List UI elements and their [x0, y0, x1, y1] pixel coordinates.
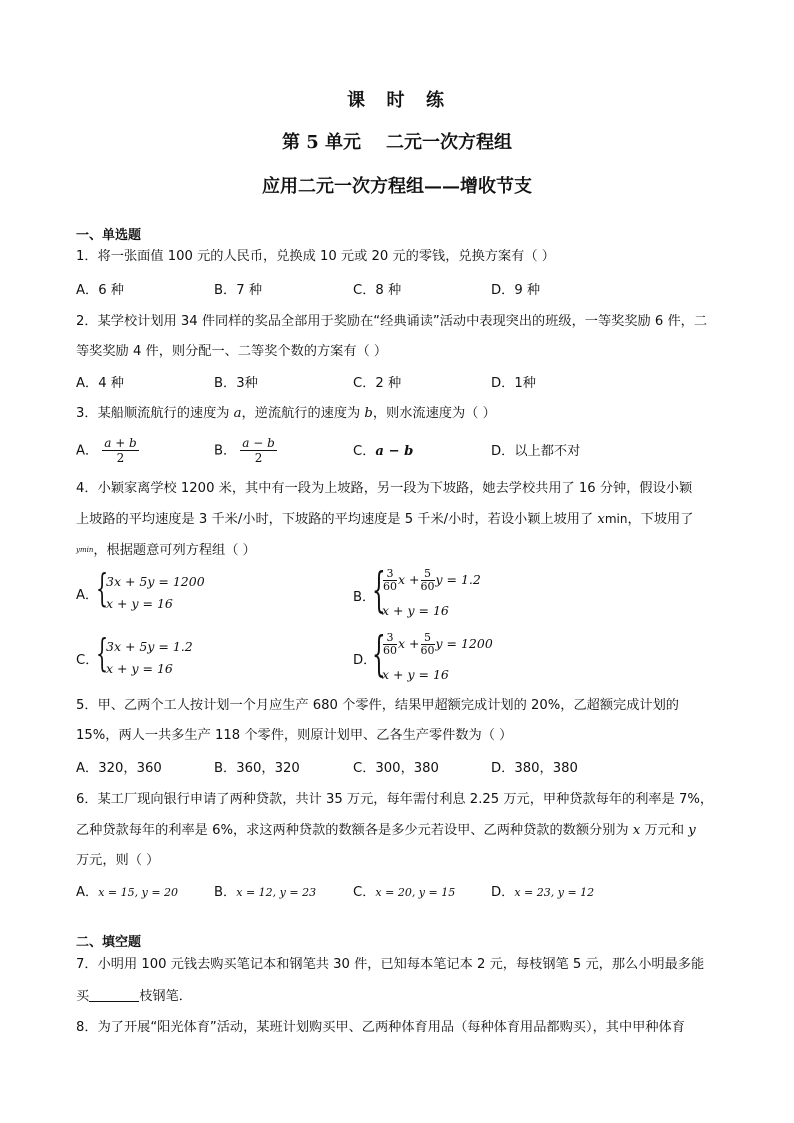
q3-option-b-label: B．	[214, 443, 237, 459]
q6-option-a-label: A．	[76, 885, 99, 900]
q6-option-b[interactable]	[214, 884, 316, 902]
q4-option-c-system	[96, 631, 216, 683]
question-3-stem	[76, 405, 496, 423]
q4-b-equation-1	[382, 568, 481, 593]
q4-var-x: x	[597, 512, 605, 527]
q3-stem-mid: ，逆流航行的速度为	[241, 406, 365, 421]
question-6-stem-line3: 万元，则（ ）	[76, 853, 160, 868]
question-8-stem-line1: 8．为了开展“阳光体育”活动，某班计划购买甲、乙两种体育用品（每种体育用品都购买），其中甲种体育	[76, 1020, 685, 1035]
q3-a-denominator: 2	[116, 451, 125, 465]
q3-option-b[interactable]	[214, 436, 277, 465]
q4-d-frac2-den: 60	[420, 644, 435, 657]
q3-var-a: a	[233, 406, 242, 421]
q6-option-a[interactable]	[76, 884, 178, 902]
q1-option-c[interactable]: C．8 种	[353, 283, 402, 298]
brace-icon: {	[96, 631, 109, 675]
q1-option-b[interactable]: B．7 种	[214, 283, 263, 298]
question-5-stem-line1: 5．甲、乙两个工人按计划一个月应生产 680 个零件，结果甲超额完成计划的 20%，乙超额完成计划的	[76, 698, 679, 713]
q3-stem-pre: 3．某船顺流航行的速度为	[76, 406, 234, 421]
q4-var-ymin: ymin	[76, 546, 94, 554]
q6-option-b-expr: x = 12, y = 23	[236, 886, 317, 899]
q4-b-frac2-den: 60	[420, 580, 435, 593]
question-4-stem-line2	[76, 510, 693, 529]
q4-option-b-label[interactable]: B．	[353, 590, 376, 605]
q4-b-frac1-den: 60	[383, 580, 397, 593]
section-heading-fill-in: 二、填空题	[76, 935, 142, 950]
section-heading-single-choice: 一、单选题	[76, 228, 142, 243]
question-6-stem-line1: 6．某工厂现向银行申请了两种贷款，共计 35 万元，每年需付利息 2.25 万元，甲种贷款每年的利率是 7%，	[76, 792, 714, 807]
q3-b-numerator: a − b	[242, 436, 275, 450]
q5-option-d[interactable]: D．380，380	[491, 761, 578, 776]
q2-option-c[interactable]: C．2 种	[353, 376, 402, 391]
q4-b-equation-2: x + y = 16	[382, 603, 449, 618]
q3-stem-post: ，则水流速度为（ ）	[372, 406, 496, 421]
q7-answer-blank[interactable]	[89, 989, 139, 1002]
q6-option-d[interactable]	[491, 884, 594, 902]
brace-icon: {	[372, 562, 386, 618]
q2-option-b[interactable]: B．3种	[214, 376, 258, 391]
q4-line2-pre: 上坡路的平均速度是 3 千米/小时，下坡路的平均速度是 5 千米/小时，若设小颖上坡用了	[76, 512, 598, 527]
q5-option-a[interactable]: A．320，360	[76, 761, 162, 776]
q4-d-mid: x +	[398, 636, 420, 651]
q3-option-d[interactable]: D．以上都不对	[491, 444, 581, 459]
q4-c-equation-1: 3x + 5y = 1.2	[106, 639, 193, 654]
q4-b-frac1-num: 3	[383, 568, 397, 581]
q3-a-numerator: a + b	[104, 436, 137, 450]
q4-d-equation-2: x + y = 16	[382, 667, 449, 682]
question-7-stem-line1: 7．小明用 100 元钱去购买笔记本和钢笔共 30 件，已知每本笔记本 2 元，每枝钢笔 5 元，那么小明最多能	[76, 957, 705, 972]
q4-b-tail: y = 1.2	[435, 572, 481, 587]
q7-line2-post: 枝钢笔．	[139, 989, 192, 1004]
q4-a-equation-2: x + y = 16	[106, 596, 173, 611]
q6-option-c-label: C．	[353, 885, 376, 900]
brace-icon: {	[96, 566, 109, 610]
q1-option-d[interactable]: D．9 种	[491, 283, 541, 298]
q4-option-a-system	[96, 566, 216, 618]
q4-a-equation-1: 3x + 5y = 1200	[106, 574, 205, 589]
q4-option-d-label[interactable]: D．	[353, 653, 377, 668]
q4-unit-min: min	[604, 512, 628, 526]
q3-b-denominator: 2	[254, 451, 263, 465]
q3-option-a[interactable]	[76, 436, 139, 465]
question-4-stem-line3	[76, 541, 256, 560]
q4-line2-post: ，下坡用了	[627, 512, 694, 527]
q5-option-b[interactable]: B．360，320	[214, 761, 300, 776]
q4-d-tail: y = 1200	[435, 636, 493, 651]
q4-d-frac1-den: 60	[383, 644, 397, 657]
q4-option-d-system	[372, 626, 522, 686]
q5-option-c[interactable]: C．300，380	[353, 761, 439, 776]
question-7-stem-line2	[76, 988, 192, 1006]
q3-option-a-label: A．	[76, 443, 99, 459]
q4-line3-post: ，根据题意可列方程组（ ）	[93, 543, 256, 558]
q7-line2-pre: 买	[76, 989, 90, 1004]
q3-option-c-label: C．	[353, 444, 376, 459]
brace-icon: {	[372, 626, 386, 682]
q3-option-a-fraction	[102, 436, 139, 465]
q3-option-c[interactable]	[353, 443, 413, 461]
page-title: 课 时 练	[346, 90, 448, 111]
question-4-stem-line1: 4．小颖家离学校 1200 米，其中有一段为上坡路，另一段为下坡路，她去学校共用了 16 分钟，假设小颖	[76, 481, 693, 496]
q3-option-c-expr: a − b	[375, 444, 414, 459]
q6-option-d-label: D．	[491, 885, 515, 900]
q2-option-d[interactable]: D．1种	[491, 376, 536, 391]
q4-d-equation-1	[382, 632, 493, 657]
unit-title: 第 5 单元 二元一次方程组	[281, 132, 513, 153]
q4-d-frac1-num: 3	[383, 632, 397, 645]
q3-option-b-fraction	[240, 436, 277, 465]
q4-c-equation-2: x + y = 16	[106, 661, 173, 676]
q4-d-frac2-num: 5	[421, 632, 435, 645]
q6-line2-pre: 乙种贷款每年的利率是 6%，求这两种贷款的数额各是多少元若设甲、乙两种贷款的数额分别为	[76, 823, 633, 838]
q4-option-b-system	[372, 562, 512, 622]
q4-option-a-label[interactable]: A．	[76, 588, 99, 603]
q6-var-x: x	[632, 823, 641, 838]
q2-option-a[interactable]: A．4 种	[76, 376, 124, 391]
q3-var-b: b	[364, 406, 373, 421]
q6-option-c[interactable]	[353, 884, 455, 902]
q6-line2-mid: 万元和	[640, 823, 689, 838]
q6-option-b-label: B．	[214, 885, 237, 900]
question-6-stem-line2	[76, 822, 696, 840]
question-1-stem: 1．将一张面值 100 元的人民币，兑换成 10 元或 20 元的零钱，兑换方案有（ ）	[76, 249, 555, 264]
q4-b-mid: x +	[398, 572, 420, 587]
lesson-title: 应用二元一次方程组——增收节支	[262, 176, 532, 197]
question-2-stem-line2: 等奖奖励 4 件，则分配一、二等奖个数的方案有（ ）	[76, 344, 388, 359]
q1-option-a[interactable]: A．6 种	[76, 283, 124, 298]
q6-var-y: y	[688, 823, 696, 838]
q6-option-c-expr: x = 20, y = 15	[375, 886, 456, 899]
q6-option-d-expr: x = 23, y = 12	[514, 886, 595, 899]
q6-option-a-expr: x = 15, y = 20	[98, 886, 179, 899]
q4-option-c-label[interactable]: C．	[76, 653, 99, 668]
question-2-stem-line1: 2．某学校计划用 34 件同样的奖品全部用于奖励在“经典诵读”活动中表现突出的班级，一等奖奖励 6 件，二	[76, 314, 708, 329]
question-5-stem-line2: 15%，两人一共多生产 118 个零件，则原计划甲、乙各生产零件数为（ ）	[76, 728, 513, 743]
q4-b-frac2-num: 5	[421, 568, 435, 581]
